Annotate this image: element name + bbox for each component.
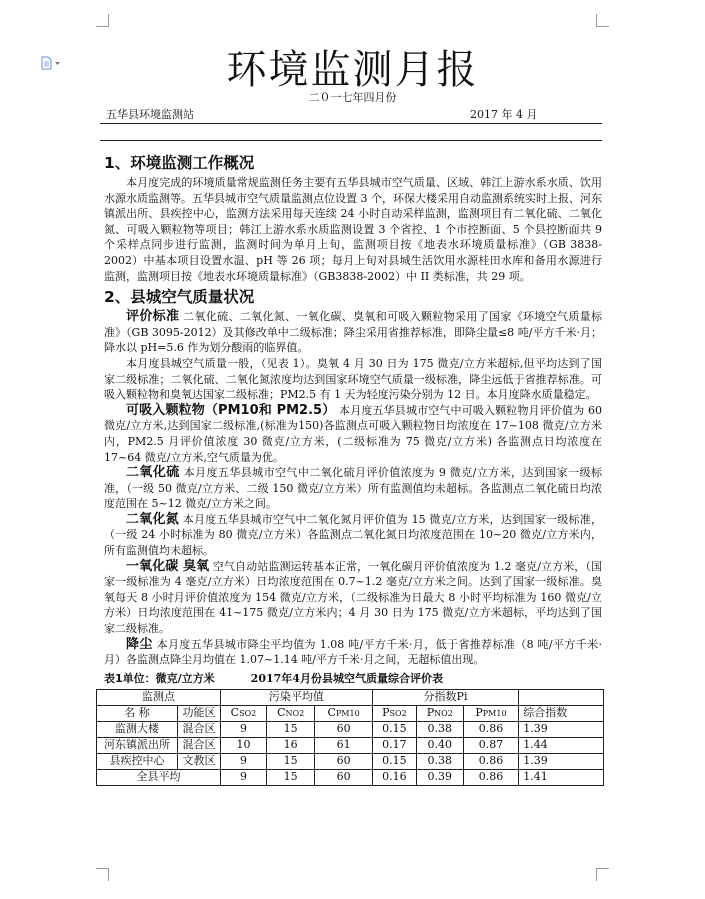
avg-name: 全县平均 — [97, 769, 221, 785]
header-empty — [519, 689, 604, 705]
row-c-so2: 9 — [221, 753, 267, 769]
row-composite: 1.39 — [519, 753, 604, 769]
margin-mark-bottom-right — [596, 868, 609, 881]
header-monitoring-point: 监测点 — [97, 689, 221, 705]
table-row — [97, 737, 604, 753]
row-p-pm10: 0.86 — [463, 753, 519, 769]
so2-text: 本月度五华县城市空气中二氧化硫月评价值浓度为 9 微克/立方米，达到国家一级标准，（一级 50 微克/立方米、二级 150 微克/立方米）所有监测值均未超标。各监测点二氧化硫日均浓度范围在 5~12 微克/立方米之间。 — [104, 466, 602, 511]
criteria-text: 二氧化硫、二氧化氮、一氧化碳、臭氧和可吸入颗粒物采用了国家《环境空气质量标准》（GB 3095-2012）及其修改单中二级标准；降尘采用省推荐标准，即降尘量≤8 吨/平方千米·月；降水以 pH=5.6 作为划分酸雨的临界值。 — [104, 310, 602, 355]
row-p-pm10: 0.87 — [463, 737, 519, 753]
header-zone: 功能区 — [178, 705, 221, 721]
header-c-no2: CNO2 — [266, 705, 315, 721]
table-subheader-row — [97, 705, 604, 721]
avg-c-so2: 9 — [221, 769, 267, 785]
row-name: 县疾控中心 — [97, 753, 178, 769]
publish-date: 2017 年 4 月 — [470, 108, 538, 121]
section-1-heading: 1、环境监测工作概况 — [104, 154, 255, 172]
row-p-so2: 0.15 — [372, 753, 416, 769]
dust-label: 降尘 — [126, 636, 153, 652]
row-c-pm10: 60 — [315, 753, 372, 769]
dust-paragraph — [104, 637, 602, 668]
table-caption-line — [104, 671, 602, 686]
row-p-no2: 0.38 — [416, 721, 463, 737]
row-c-so2: 9 — [221, 721, 267, 737]
row-p-so2: 0.15 — [372, 721, 416, 737]
header-p-no2: PNO2 — [416, 705, 463, 721]
row-zone: 混合区 — [178, 737, 221, 753]
so2-label: 二氧化硫 — [126, 465, 180, 481]
avg-composite: 1.41 — [519, 769, 604, 785]
row-c-no2: 15 — [266, 721, 315, 737]
section-1-paragraph: 本月度完成的环境质量常规监测任务主要有五华县城市空气质量、区域、韩江上游水系水质、饮用水源水质监测等。五华县城市空气质量监测点位设置 3 个，环保大楼采用自动监测系统实时上报、河东镇派出所、县疾控中心，监测方法采用每天连续 24 小时自动采样监测，监测项目有二氧化硫、二氧化氮、可吸入颗粒物等项目；韩江上游水系水质监测设置 3 个省控、1 个市控断面、5 个县控断面共 9 个采样点同步进行监测，监测时间为单月上旬，监测项目按《地表水环境质量标准》（GB 3838-2002）中基本项目设置水温、pH 等 26 项；每月上旬对县城生活饮用水源桂田水库和备用水源进行监测，监测项目按《地表水环境质量标准》（GB3838-2002）中 II 类标准，共 29 项。 — [104, 176, 602, 283]
row-c-no2: 16 — [266, 737, 315, 753]
row-zone: 文教区 — [178, 753, 221, 769]
row-p-pm10: 0.86 — [463, 721, 519, 737]
table-caption: 2017年4月份县城空气质量综合评价表 — [250, 671, 443, 685]
avg-p-so2: 0.16 — [372, 769, 416, 785]
row-zone: 混合区 — [178, 721, 221, 737]
avg-p-no2: 0.39 — [416, 769, 463, 785]
no2-paragraph — [104, 512, 602, 559]
dust-text: 本月度五华县城市降尘平均值为 1.08 吨/平方千米·月，低于省推荐标准（8 吨/平方千米·月）各监测点降尘月均值在 1.07~1.14 吨/平方千米·月之间，无超标值出现。 — [104, 637, 602, 667]
header-p-pm10: PPM10 — [463, 705, 519, 721]
report-month: 二０一七年四月份 — [308, 91, 397, 104]
no2-label: 二氧化氮 — [126, 511, 180, 527]
table-header-row — [97, 689, 604, 705]
section-2-heading: 2、县城空气质量状况 — [104, 288, 255, 307]
table-row — [97, 753, 604, 769]
table-row-average — [97, 769, 604, 785]
co-o3-text: 空气自动站监测运转基本正常，一氧化碳月评价值浓度为 1.2 毫克/立方米，（国家一级标准为 4 毫克/立方米）日均浓度范围在 0.7~1.2 毫克/立方米之间。达到了国家一级标准。臭氧每天 8 小时月评价值浓度为 154 微克/立方米，（二级标准为日最大 8 小时平均标准为 160 微克/立方米）日均浓度范围在 41~175 微克/立方米内；4 月 30 日为 175 微克/立方米超标，平均达到了国家二级标准。 — [104, 559, 603, 636]
table-row — [97, 721, 604, 737]
row-p-no2: 0.40 — [416, 737, 463, 753]
margin-mark-top-right — [596, 14, 609, 27]
row-c-no2: 15 — [266, 753, 315, 769]
avg-p-pm10: 0.86 — [463, 769, 519, 785]
row-composite: 1.39 — [519, 721, 604, 737]
row-p-so2: 0.17 — [372, 737, 416, 753]
report-body — [104, 150, 602, 786]
header-composite-index: 综合指数 — [519, 705, 604, 721]
margin-mark-top-left — [96, 14, 109, 27]
margin-mark-bottom-left — [96, 868, 109, 881]
so2-paragraph — [104, 465, 602, 512]
air-quality-table — [96, 689, 604, 786]
header-p-so2: PSO2 — [372, 705, 416, 721]
row-composite: 1.44 — [519, 737, 604, 753]
header-rule — [100, 123, 602, 124]
co-o3-paragraph — [104, 559, 602, 637]
row-p-no2: 0.38 — [416, 753, 463, 769]
table-unit-label: 表1单位：微克/立方米 — [104, 671, 215, 685]
avg-c-pm10: 60 — [315, 769, 372, 785]
row-c-pm10: 61 — [315, 737, 372, 753]
row-name: 河东镇派出所 — [97, 737, 178, 753]
summary-paragraph: 本月度县城空气质量一般，（见表 1）。臭氧 4 月 30 日为 175 微克/立方米超标,但平均达到了国家二级标准；二氧化硫、二氧化氮浓度均达到国家环境空气质量一级标准，降尘远低于省推荐标准。可吸入颗粒物和臭氧达国家二级标准；PM2.5 有 1 天为轻度污染分别为 12 日。本月度降水质量稳定。 — [104, 356, 602, 402]
co-o3-label: 一氧化碳 臭氧 — [126, 558, 210, 574]
header-c-pm10: CPM10 — [315, 705, 372, 721]
row-name: 监测大楼 — [97, 721, 178, 737]
organization-name: 五华县环境监测站 — [106, 108, 194, 121]
row-c-pm10: 60 — [315, 721, 372, 737]
no2-text: 本月度五华县城市空气中二氧化氮月评价值为 15 微克/立方米，达到国家一级标准，（一级 24 小时标准为 80 微克/立方米）各监测点二氧化氮日均浓度范围在 10~20 微克/立方米内，所有监测值均未超标。 — [104, 512, 602, 558]
criteria-label: 评价标准 — [126, 309, 180, 325]
header-pollutant-average: 污染平均值 — [221, 689, 373, 705]
pm-text: 本月度五华县城市空气中可吸入颗粒物月评价值为 60 微克/立方米,达到国家二级标准,(标准为150)各监测点可吸入颗粒物日均浓度在 17~108 微克/立方米内，PM2.5 月评价值浓度 30 微克/立方米，(二级标准为 75 微克/立方米) 各监测点日均浓度在 17~64 微克/立方米,空气质量为优。 — [104, 403, 603, 464]
header-rule-2 — [100, 140, 602, 141]
header-sub-index: 分指数Pi — [372, 689, 519, 705]
pm-paragraph — [104, 403, 602, 465]
header-name: 名 称 — [97, 705, 178, 721]
report-title: 环境监测月报 — [226, 47, 479, 93]
avg-c-no2: 15 — [266, 769, 315, 785]
pm-label: 可吸入颗粒物（PM10和 PM2.5） — [126, 402, 336, 418]
row-c-so2: 10 — [221, 737, 267, 753]
criteria-paragraph — [104, 309, 602, 356]
header-c-so2: CSO2 — [221, 705, 267, 721]
